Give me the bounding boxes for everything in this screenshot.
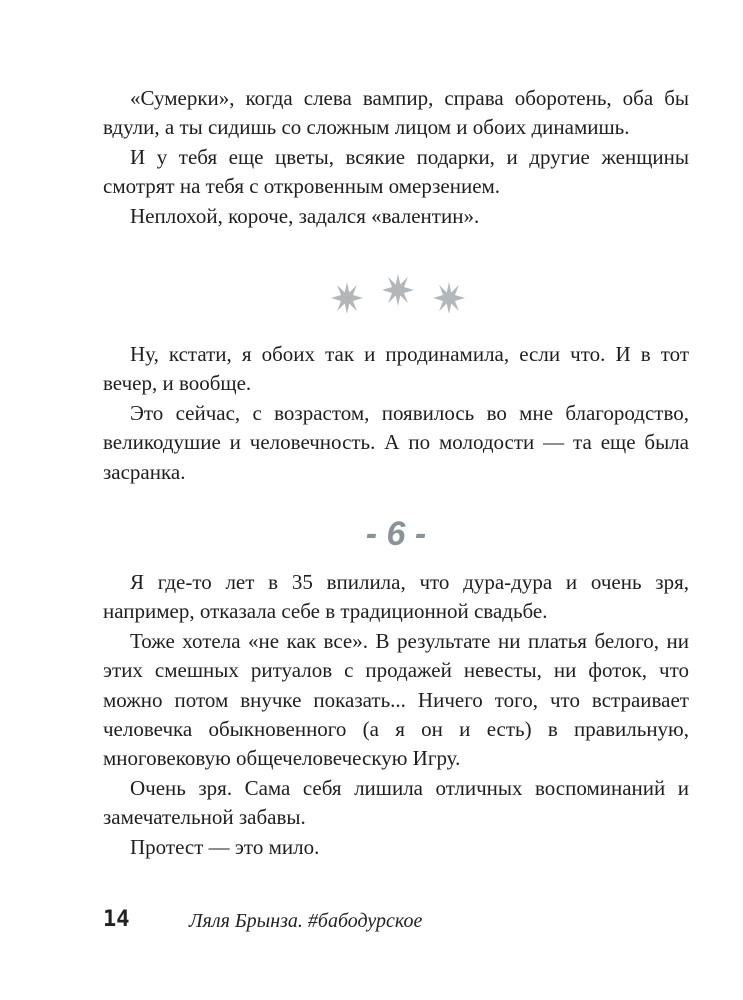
paragraph: Неплохой, короче, задался «валентин». [130, 203, 480, 228]
paragraph: И у тебя еще цветы, всякие подарки, и другие женщины смотрят на тебя с откровенным омерзением. [103, 144, 689, 199]
paragraph: «Сумерки», когда слева вампир, справа оборотень, оба бы вдули, а ты сидишь со сложным лицом и обоих динамишь. [103, 86, 689, 140]
paragraph: Очень зря. Сама себя лишила отличных воспоминаний и замечательной забавы. [103, 775, 689, 830]
paragraph: Протест — это мило. [130, 834, 320, 859]
page-number: 14 [103, 907, 130, 932]
running-head: Ляля Брынза. #бабодурское [189, 910, 423, 932]
text-block-3 [103, 568, 689, 862]
page-footer [103, 906, 689, 936]
text-block-2 [103, 340, 689, 487]
section-separator [323, 270, 473, 326]
star-icon [331, 282, 363, 314]
book-page [103, 0, 689, 1000]
text-block-1 [103, 84, 689, 231]
star-icon [382, 274, 414, 306]
chapter-heading: - 6 - [365, 515, 427, 553]
paragraph: Тоже хотела «не как все». В результате ни платья белого, ни этих смешных ритуалов с продажей невесты, ни фоток, что можно потом внучке показать... Ничего того, что встраивает человечка обыкновенного (а я он и есть) в правильную, многовековую общечеловеческую Игру. [103, 628, 689, 771]
paragraph: Я где-то лет в 35 впилила, что дура-дура и очень зря, например, отказала себе в традиционной свадьбе. [103, 570, 689, 624]
stars-ornament-icon [323, 270, 473, 326]
paragraph: Это сейчас, с возрастом, появилось во мне благородство, великодушие и человечность. А по молодости — та еще была засранка. [103, 400, 689, 484]
paragraph: Ну, кстати, я обоих так и продинамила, если что. И в тот вечер, и вообще. [103, 342, 689, 396]
star-icon [433, 282, 465, 314]
